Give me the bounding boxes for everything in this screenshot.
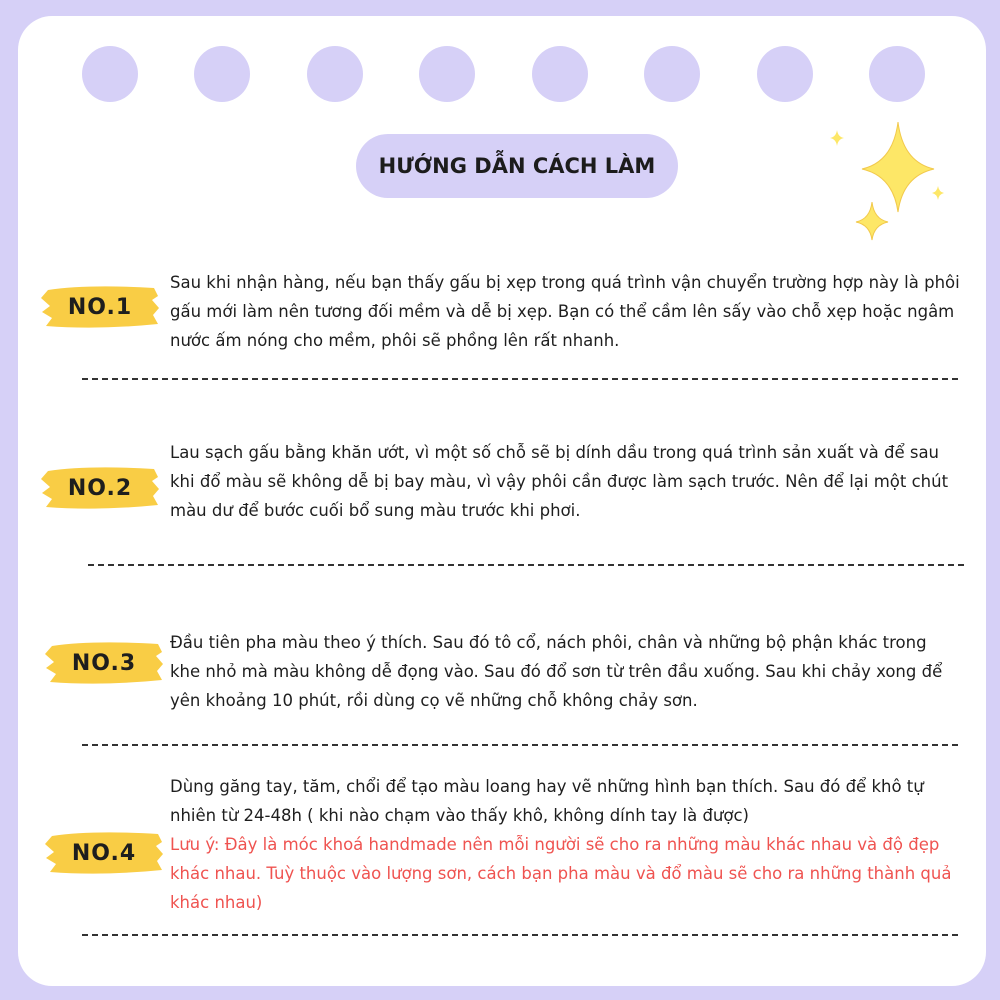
step-4-note: Lưu ý: Đây là móc khoá handmade nên mỗi người sẽ cho ra những màu khác nhau và độ đẹp khác nhau. Tuỳ thuộc vào lượng sơn, cách bạn pha màu và đổ màu sẽ cho ra những thành quả khác nhau): [170, 835, 952, 912]
step-4-description: Dùng găng tay, tăm, chổi để tạo màu loang hay vẽ những hình bạn thích. Sau đó để khô tự nhiên từ 24-48h ( khi nào chạm vào thấy khô, không dính tay là được): [170, 777, 924, 825]
step-2-description: Lau sạch gấu bằng khăn ướt, vì một số chỗ sẽ bị dính dầu trong quá trình sản xuất và để sau khi đổ màu sẽ không dễ bị bay màu, vì vậy phôi cần được làm sạch trước. Nên để lại một chút màu dư để bước cuối bổ sung màu trước khi phơi.: [170, 443, 949, 520]
step-badge-3: [42, 638, 166, 688]
step-3-text: [170, 628, 960, 715]
binder-hole: [82, 46, 138, 102]
dashed-divider: [82, 934, 958, 936]
page-title: HƯỚNG DẪN CÁCH LÀM: [356, 134, 678, 198]
step-badge-label: NO.1: [67, 294, 133, 320]
step-3-description: Đầu tiên pha màu theo ý thích. Sau đó tô cổ, nách phôi, chân và những bộ phận khác trong khe nhỏ mà màu không dễ đọng vào. Sau đó đổ sơn từ trên đầu xuống. Sau khi chảy xong để yên khoảng 10 phút, rồi dùng cọ vẽ những chỗ không chảy sơn.: [170, 633, 943, 710]
step-badge-1: [38, 282, 162, 332]
binder-hole: [644, 46, 700, 102]
dashed-divider: [82, 378, 958, 380]
step-badge-label: NO.2: [67, 475, 133, 501]
step-1-description: Sau khi nhận hàng, nếu bạn thấy gấu bị xẹp trong quá trình vận chuyển trường hợp này là phôi gấu mới làm nên tương đối mềm và dễ bị xẹp. Bạn có thể cầm lên sấy vào chỗ xẹp hoặc ngâm nước ấm nóng cho mềm, phôi sẽ phồng lên rất nhanh.: [170, 273, 960, 350]
step-badge-label: NO.4: [71, 840, 137, 866]
binder-hole: [419, 46, 475, 102]
instruction-card: [18, 16, 986, 986]
dashed-divider: [88, 564, 964, 566]
step-4-text: [170, 772, 960, 917]
binder-hole: [532, 46, 588, 102]
step-badge-4: [42, 828, 166, 878]
binder-hole: [869, 46, 925, 102]
binder-hole: [307, 46, 363, 102]
binder-hole: [757, 46, 813, 102]
step-1-text: [170, 268, 960, 355]
binder-hole: [194, 46, 250, 102]
dashed-divider: [82, 744, 958, 746]
step-badge-label: NO.3: [71, 650, 137, 676]
step-2-text: [170, 438, 960, 525]
sparkle-stars-icon: [826, 116, 956, 246]
step-badge-2: [38, 463, 162, 513]
